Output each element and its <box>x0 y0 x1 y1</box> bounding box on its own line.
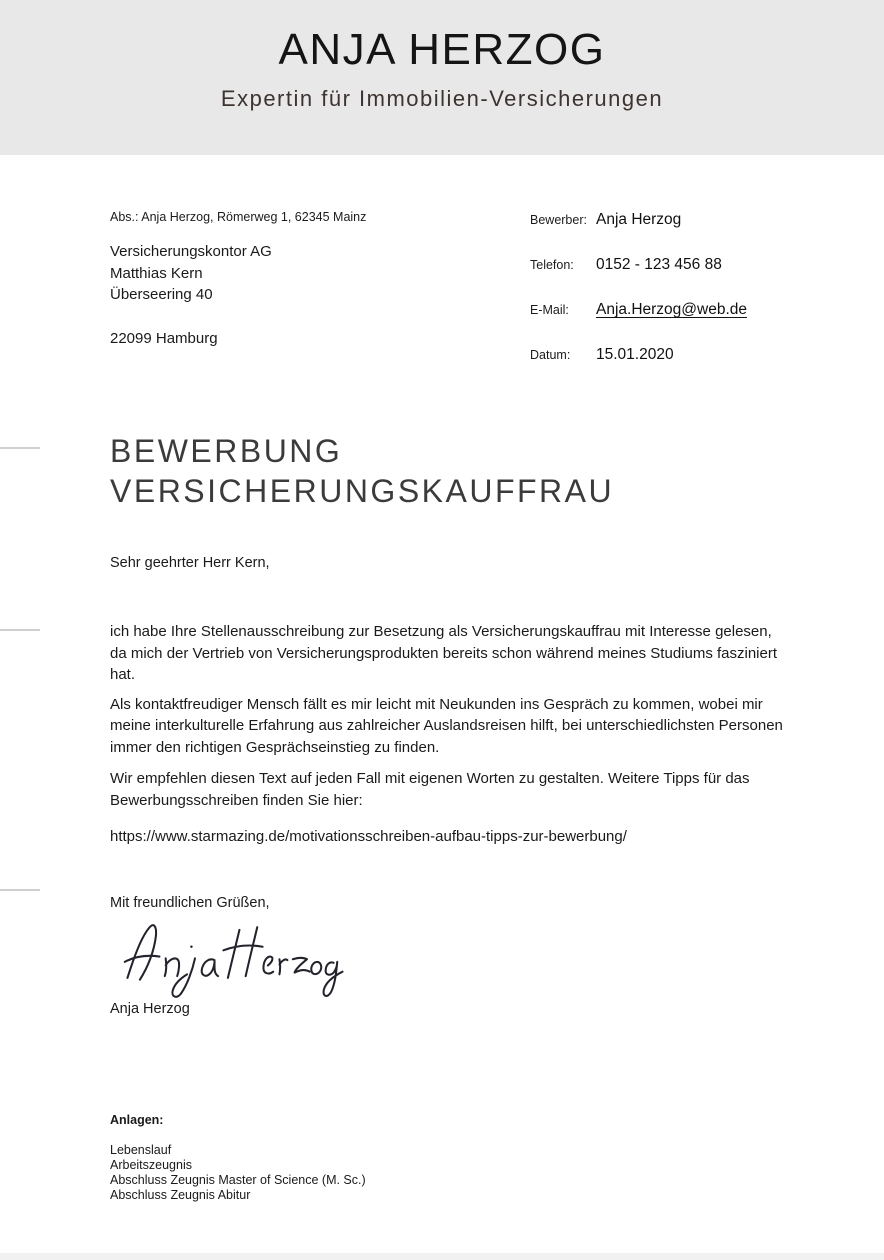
fold-mark <box>0 629 40 631</box>
bewerber-label: Bewerber: <box>530 213 587 227</box>
meta-row-email <box>530 301 792 320</box>
letterhead <box>0 0 884 155</box>
meta-row-bewerber <box>530 211 792 230</box>
fold-mark <box>0 889 40 891</box>
enclosures-heading: Anlagen: <box>110 1112 164 1127</box>
paragraph-3: Wir empfehlen diesen Text auf jeden Fall mit eigenen Worten zu gestalten. Weitere Tipps für das Bewerbungsschreiben finden Sie hier: <box>110 770 750 809</box>
telefon-label: Telefon: <box>530 258 574 272</box>
salutation: Sehr geehrter Herr Kern, <box>110 555 270 571</box>
email-link[interactable]: Anja.Herzog@web.de <box>596 301 748 318</box>
applicant-meta <box>530 210 792 365</box>
recipient-street: Überseering 40 <box>110 286 213 303</box>
closing-line: Mit freundlichen Grüßen, <box>110 894 270 911</box>
enclosure-item: Abschluss Zeugnis Master of Science (M. Sc.) <box>110 1172 366 1187</box>
meta-row-datum <box>530 346 792 365</box>
recipient-address <box>110 241 530 349</box>
meta-row-telefon <box>530 256 792 275</box>
recipient-company: Versicherungskontor AG <box>110 243 272 260</box>
fold-mark <box>0 447 40 449</box>
recipient-city: 22099 Hamburg <box>110 329 218 347</box>
page-bottom-band <box>0 1253 884 1260</box>
enclosure-item: Arbeitszeugnis <box>110 1157 192 1172</box>
telefon-value: 0152 - 123 456 88 <box>596 256 722 273</box>
recipient-contact: Matthias Kern <box>110 264 203 282</box>
enclosures-list <box>110 1143 792 1204</box>
datum-value: 15.01.2020 <box>596 346 674 363</box>
paragraph-2: Als kontaktfreudiger Mensch fällt es mir leicht mit Neukunden ins Gespräch zu kommen, wobei mir meine interkulturelle Erfahrung aus zahlreicher Auslandsreisen hilft, bei unterschiedlichsten Personen immer den richtigen Gesprächseinstieg zu finden. <box>110 695 783 756</box>
letter-title: BEWERBUNG VERSICHERUNGSKAUFFRAU <box>110 433 615 509</box>
datum-label: Datum: <box>530 348 571 362</box>
bewerber-value: Anja Herzog <box>596 211 682 228</box>
enclosure-item: Abschluss Zeugnis Abitur <box>110 1188 251 1203</box>
address-section <box>110 210 792 365</box>
enclosures-section <box>110 1113 792 1204</box>
applicant-name: ANJA HERZOG <box>278 25 606 74</box>
tips-url: https://www.starmazing.de/motivationsschreiben-aufbau-tipps-zur-bewerbung/ <box>110 828 627 845</box>
signature-image <box>110 921 792 1001</box>
sender-line: Abs.: Anja Herzog, Römerweg 1, 62345 Mainz <box>110 210 367 224</box>
applicant-tagline: Expertin für Immobilien-Versicherungen <box>220 86 664 112</box>
paragraph-1: ich habe Ihre Stellenausschreibung zur Besetzung als Versicherungskauffrau mit Interesse gelesen, da mich der Vertrieb von Versicherungsprodukten bereits schon während meines Studiums fasziniert hat. <box>110 623 778 683</box>
email-label: E-Mail: <box>530 303 569 317</box>
enclosure-item: Lebenslauf <box>110 1142 172 1157</box>
printed-signature-name: Anja Herzog <box>110 1000 190 1017</box>
recipient-block <box>110 210 530 365</box>
letter-body <box>0 210 884 1203</box>
